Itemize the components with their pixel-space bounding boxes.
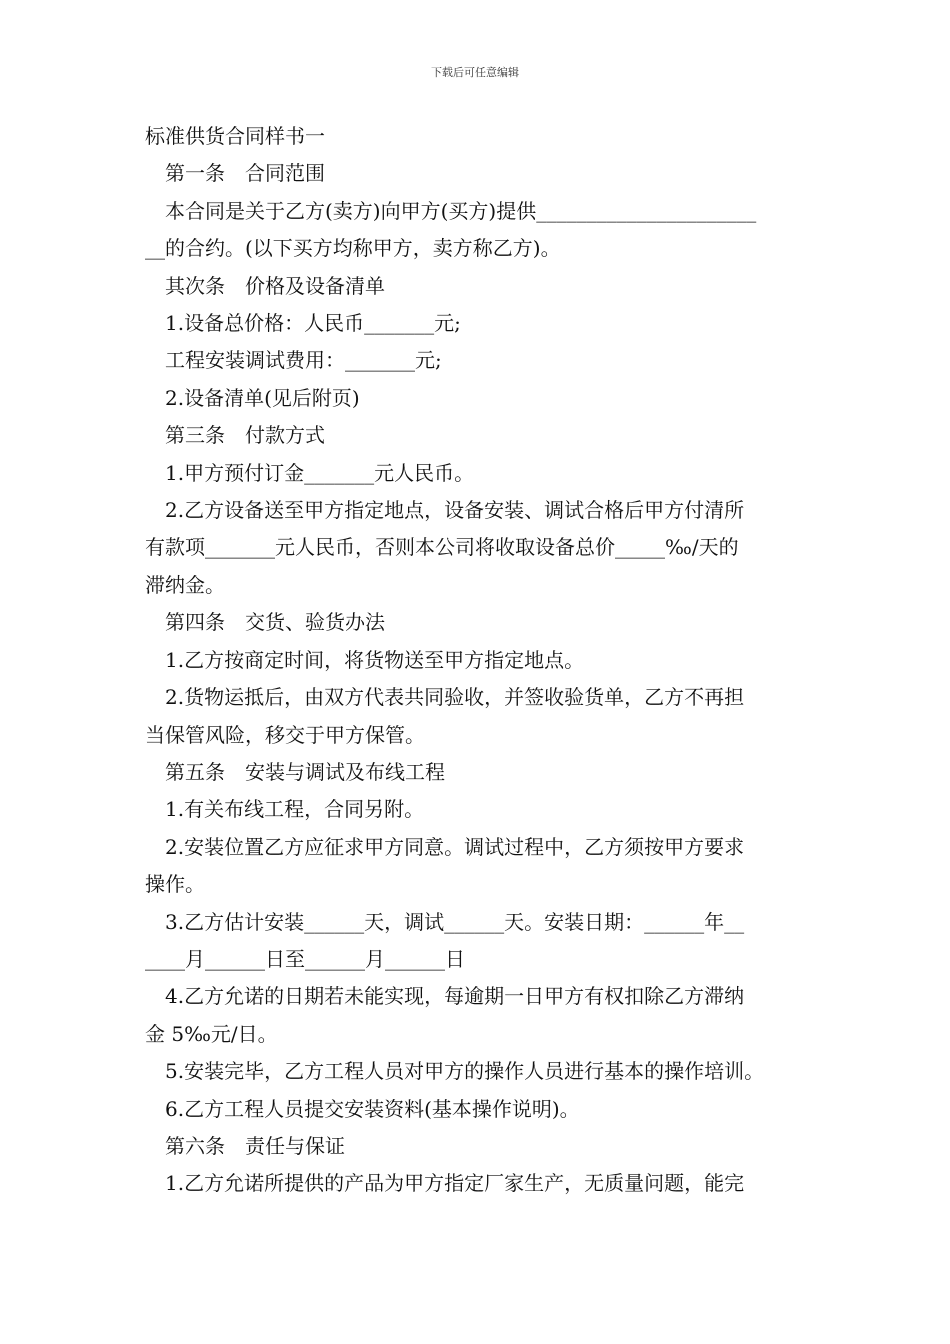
article-heading: 第一条 合同范围 <box>165 161 325 186</box>
article-heading: 其次条 价格及设备清单 <box>165 273 385 298</box>
paragraph-line: 1.乙方允诺所提供的产品为甲方指定厂家生产，无质量问题，能完 <box>165 1171 745 1196</box>
paragraph-line: __的合约。(以下买方均称甲方，卖方称乙方)。 <box>145 236 561 261</box>
paragraph-line: 5.安装完毕，乙方工程人员对甲方的操作人员进行基本的操作培训。 <box>165 1059 765 1084</box>
paragraph-line: 1.设备总价格：人民币_______元; <box>165 311 461 336</box>
paragraph-line: 2.安装位置乙方应征求甲方同意。调试过程中，乙方须按甲方要求 <box>165 834 745 859</box>
paragraph-line: 当保管风险，移交于甲方保管。 <box>145 722 425 747</box>
paragraph-line: 3.乙方估计安装______天，调试______天。安装日期：______年__ <box>165 909 745 934</box>
paragraph-line: 2.设备清单(见后附页) <box>165 385 360 410</box>
paragraph-line: 4.乙方允诺的日期若未能实现，每逾期一日甲方有权扣除乙方滞纳 <box>165 984 745 1009</box>
document-title: 标准供货合同样书一 <box>145 124 325 148</box>
paragraph-line: 金 5‰元/日。 <box>145 1021 278 1046</box>
paragraph-line: 本合同是关于乙方(卖方)向甲方(买方)提供______________________ <box>165 198 757 223</box>
article-heading: 第五条 安装与调试及布线工程 <box>165 759 445 784</box>
paragraph-line: 操作。 <box>145 872 205 897</box>
paragraph-line: 1.甲方预付订金_______元人民币。 <box>165 460 475 485</box>
paragraph-line: 2.乙方设备送至甲方指定地点，设备安装、调试合格后甲方付清所 <box>165 498 745 523</box>
page-header: 下载后可任意编辑 <box>431 66 519 79</box>
paragraph-line: 2.货物运抵后，由双方代表共同验收，并签收验货单，乙方不再担 <box>165 685 745 710</box>
paragraph-line: 1.乙方按商定时间，将货物送至甲方指定地点。 <box>165 647 585 672</box>
article-heading: 第六条 责任与保证 <box>165 1133 345 1158</box>
paragraph-line: 有款项_______元人民币，否则本公司将收取设备总价_____‰/天的 <box>145 535 739 560</box>
article-heading: 第四条 交货、验货办法 <box>165 610 385 635</box>
article-heading: 第三条 付款方式 <box>165 423 325 448</box>
paragraph-line: ____月______日至______月______日 <box>145 946 465 971</box>
paragraph-line: 1.有关布线工程，合同另附。 <box>165 797 425 822</box>
paragraph-line: 6.乙方工程人员提交安装资料(基本操作说明)。 <box>165 1096 580 1121</box>
paragraph-line: 滞纳金。 <box>145 572 225 597</box>
paragraph-line: 工程安装调试费用：_______元; <box>165 348 442 373</box>
document-body <box>145 118 810 1203</box>
